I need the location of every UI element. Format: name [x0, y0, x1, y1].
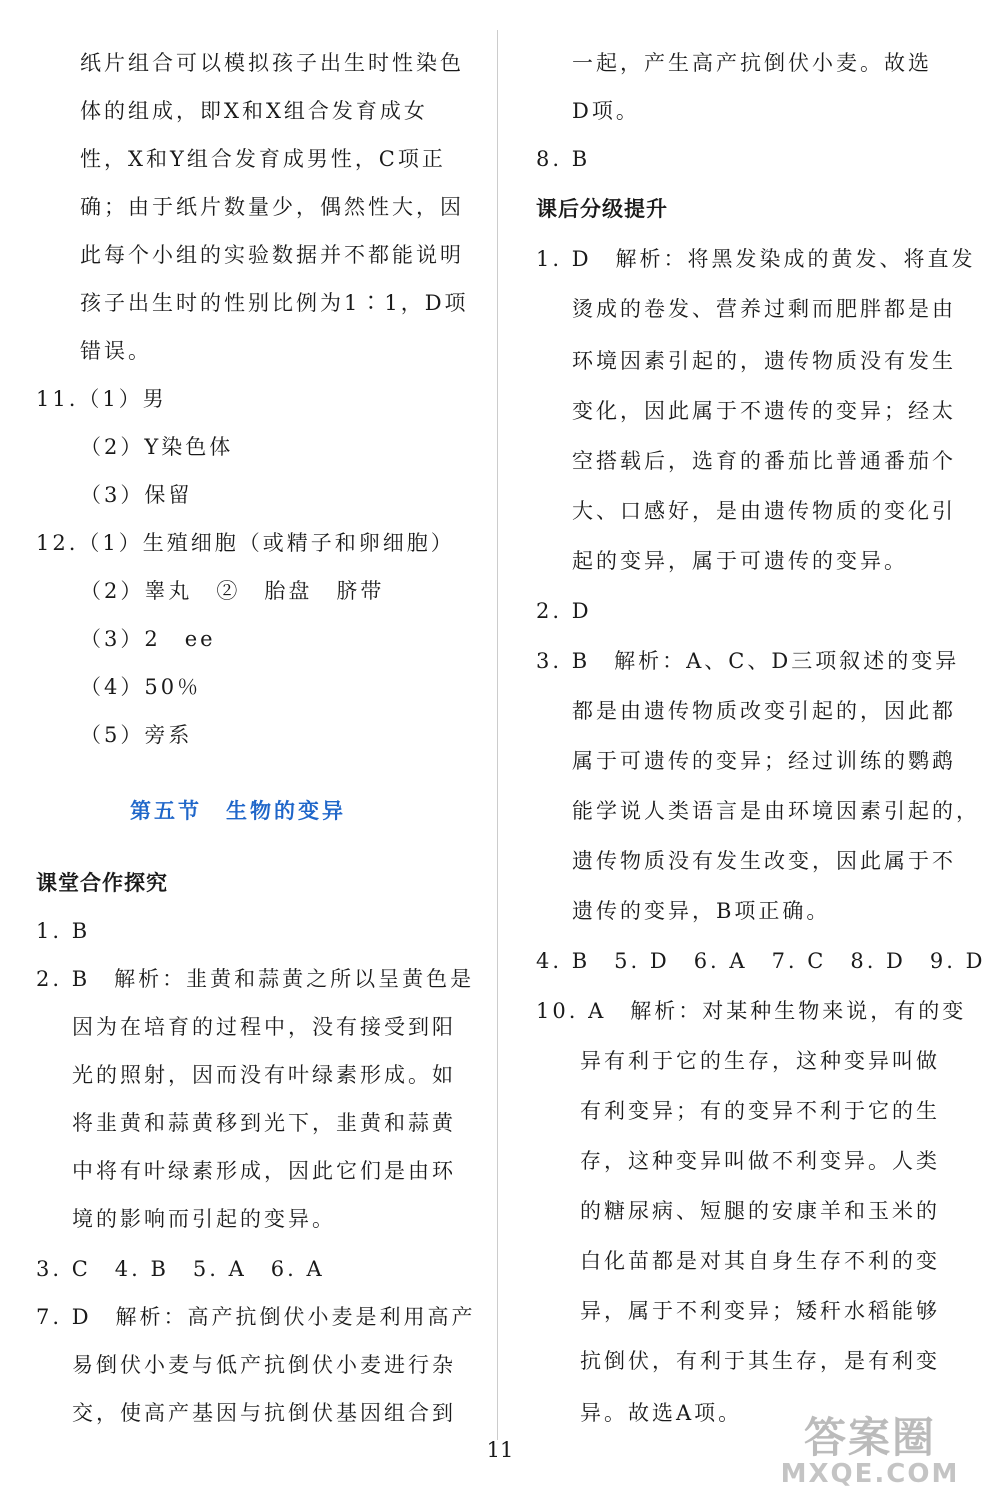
- text-line: 7. D 解析：高产抗倒伏小麦是利用高产: [36, 1305, 476, 1329]
- text-line: 中将有叶绿素形成，因此它们是由环: [72, 1159, 456, 1183]
- text-line: 3. C 4. B 5. A 6. A: [36, 1257, 325, 1281]
- text-line: 异。故选A项。: [580, 1401, 743, 1425]
- text-line: 遗传物质没有发生改变，因此属于不: [572, 849, 956, 873]
- text-line: 1. D 解析：将黑发染成的黄发、将直发: [536, 247, 976, 271]
- section-heading: 课后分级提升: [536, 197, 668, 221]
- text-line: 白化苗都是对其自身生存不利的变: [580, 1249, 940, 1273]
- text-line: 10. A 解析：对某种生物来说，有的变: [536, 999, 967, 1023]
- text-line: 能学说人类语言是由环境因素引起的，: [572, 799, 980, 823]
- watermark-top: 答案圈: [803, 1413, 936, 1462]
- text-line: 的糖尿病、短腿的安康羊和玉米的: [580, 1199, 940, 1223]
- text-line: 交，使高产基因与抗倒伏基因组合到: [72, 1401, 456, 1425]
- text-line: 因为在培育的过程中，没有接受到阳: [72, 1015, 456, 1039]
- text-line: 4. B 5. D 6. A 7. C 8. D 9. D: [536, 949, 986, 973]
- text-line: 错误。: [80, 339, 152, 363]
- text-line: 都是由遗传物质改变引起的，因此都: [572, 699, 956, 723]
- text-line: 烫成的卷发、营养过剩而肥胖都是由: [572, 297, 956, 321]
- page-number: 11: [486, 1438, 514, 1462]
- text-line: （4）50％: [80, 675, 202, 699]
- watermark-bottom: MXQE.COM: [780, 1459, 960, 1489]
- text-line: （5）旁系: [80, 723, 193, 747]
- text-line: 起的变异，属于可遗传的变异。: [572, 549, 908, 573]
- text-line: （2）睾丸 ② 胎盘 脐带: [80, 579, 385, 603]
- text-line: 空搭载后，选育的番茄比普通番茄个: [572, 449, 956, 473]
- watermark-logo: [750, 1405, 990, 1489]
- text-line: （2）Y染色体: [80, 435, 234, 459]
- text-line: 属于可遗传的变异；经过训练的鹦鹉: [572, 749, 956, 773]
- text-line: （3）2 ee: [80, 627, 216, 651]
- text-line: 性，X和Y组合发育成男性，C项正: [80, 147, 446, 171]
- text-line: 变化，因此属于不遗传的变异；经太: [572, 399, 956, 423]
- text-line: 有利变异；有的变异不利于它的生: [580, 1099, 940, 1123]
- text-line: 3. B 解析：A、C、D三项叙述的变异: [536, 649, 960, 673]
- text-line: 8. B: [536, 147, 591, 171]
- text-line: 光的照射，因而没有叶绿素形成。如: [72, 1063, 456, 1087]
- text-line: 异，属于不利变异；矮秆水稻能够: [580, 1299, 940, 1323]
- text-line: 确；由于纸片数量少，偶然性大，因: [80, 195, 464, 219]
- text-line: 存，这种变异叫做不利变异。人类: [580, 1149, 940, 1173]
- text-line: 境的影响而引起的变异。: [72, 1207, 336, 1231]
- text-line: D项。: [572, 99, 640, 123]
- text-line: 此每个小组的实验数据并不都能说明: [80, 243, 464, 267]
- text-line: 孩子出生时的性别比例为1∶1，D项: [80, 291, 469, 315]
- text-line: 2. B 解析：韭黄和蒜黄之所以呈黄色是: [36, 967, 475, 991]
- text-line: 异有利于它的生存，这种变异叫做: [580, 1049, 940, 1073]
- text-line: 体的组成，即X和X组合发育成女: [80, 99, 428, 123]
- text-line: 1. B: [36, 919, 91, 943]
- section-title: 第五节 生物的变异: [130, 799, 346, 823]
- text-line: 易倒伏小麦与低产抗倒伏小麦进行杂: [72, 1353, 456, 1377]
- text-line: 将韭黄和蒜黄移到光下，韭黄和蒜黄: [72, 1111, 456, 1135]
- text-line: （3）保留: [80, 483, 193, 507]
- text-line: 抗倒伏，有利于其生存，是有利变: [580, 1349, 940, 1373]
- column-divider: [497, 30, 498, 1440]
- section-heading: 课堂合作探究: [36, 871, 168, 895]
- text-line: 环境因素引起的，遗传物质没有发生: [572, 349, 956, 373]
- text-line: 遗传的变异，B项正确。: [572, 899, 831, 923]
- text-line: 一起，产生高产抗倒伏小麦。故选: [572, 51, 932, 75]
- text-line: 12.（1）生殖细胞（或精子和卵细胞）: [36, 531, 455, 555]
- text-line: 2. D: [536, 599, 592, 623]
- text-line: 11.（1）男: [36, 387, 167, 411]
- text-line: 纸片组合可以模拟孩子出生时性染色: [80, 51, 464, 75]
- text-line: 大、口感好，是由遗传物质的变化引: [572, 499, 956, 523]
